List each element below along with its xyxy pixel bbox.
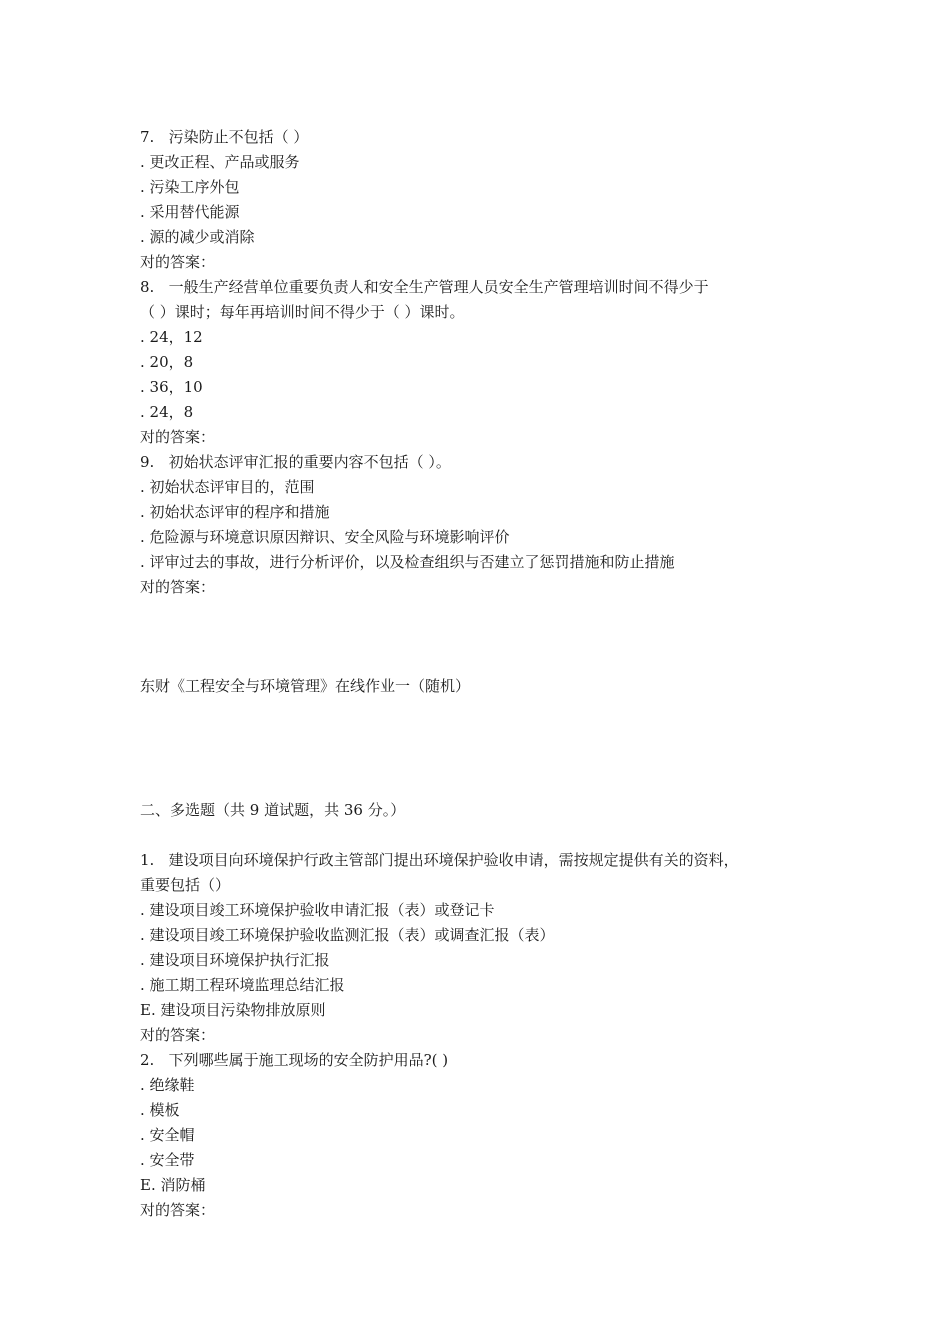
mc-q2-option-a: . 绝缘鞋 [140, 1076, 195, 1094]
mc-question-1-line2: 重要包括（） [140, 876, 231, 894]
question-7: 7. 污染防止不包括（ ） [140, 128, 309, 146]
q8-option-c: . 36，10 [140, 378, 203, 396]
section-heading: 二、多选题（共 9 道试题，共 36 分。） [140, 801, 406, 819]
mc-q1-option-b: . 建设项目竣工环境保护验收监测汇报（表）或调查汇报（表） [140, 926, 555, 944]
mc-q2-option-e: E. 消防桶 [140, 1176, 206, 1194]
question-8-line1: 8. 一般生产经营单位重要负责人和安全生产管理人员安全生产管理培训时间不得少于 [140, 278, 709, 296]
q7-option-d: . 源的减少或消除 [140, 228, 255, 246]
q7-answer-label: 对的答案： [140, 253, 216, 271]
mc-question-2: 2. 下列哪些属于施工现场的安全防护用品?( ) [140, 1051, 449, 1069]
mc-q2-answer-label: 对的答案： [140, 1201, 216, 1219]
mc-q2-option-b: . 模板 [140, 1101, 180, 1119]
q8-option-b: . 20，8 [140, 353, 194, 371]
mc-q1-answer-label: 对的答案： [140, 1026, 216, 1044]
mc-q1-option-c: . 建设项目环境保护执行汇报 [140, 951, 330, 969]
q7-option-c: . 采用替代能源 [140, 203, 240, 221]
mc-q1-option-e: E. 建设项目污染物排放原则 [140, 1001, 326, 1019]
document-title: 东财《工程安全与环境管理》在线作业一（随机） [140, 677, 471, 695]
q9-answer-label: 对的答案： [140, 578, 216, 596]
question-8-line2: （ ）课时；每年再培训时间不得少于（ ）课时。 [140, 303, 465, 321]
mc-q2-option-c: . 安全帽 [140, 1126, 195, 1144]
q8-option-d: . 24，8 [140, 403, 194, 421]
q9-option-b: . 初始状态评审的程序和措施 [140, 503, 330, 521]
mc-q1-option-d: . 施工期工程环境监理总结汇报 [140, 976, 345, 994]
q7-option-b: . 污染工序外包 [140, 178, 240, 196]
q9-option-d: . 评审过去的事故，进行分析评价，以及检查组织与否建立了惩罚措施和防止措施 [140, 553, 675, 571]
mc-q2-option-d: . 安全带 [140, 1151, 195, 1169]
q7-option-a: . 更改正程、产品或服务 [140, 153, 300, 171]
question-9: 9. 初始状态评审汇报的重要内容不包括（ ）。 [140, 453, 451, 471]
mc-question-1-line1: 1. 建设项目向环境保护行政主管部门提出环境保护验收申请，需按规定提供有关的资料， [140, 851, 739, 869]
q8-option-a: . 24，12 [140, 328, 203, 346]
q9-option-c: . 危险源与环境意识原因辩识、安全风险与环境影响评价 [140, 528, 510, 546]
q9-option-a: . 初始状态评审目的，范围 [140, 478, 315, 496]
mc-q1-option-a: . 建设项目竣工环境保护验收申请汇报（表）或登记卡 [140, 901, 495, 919]
q8-answer-label: 对的答案： [140, 428, 216, 446]
